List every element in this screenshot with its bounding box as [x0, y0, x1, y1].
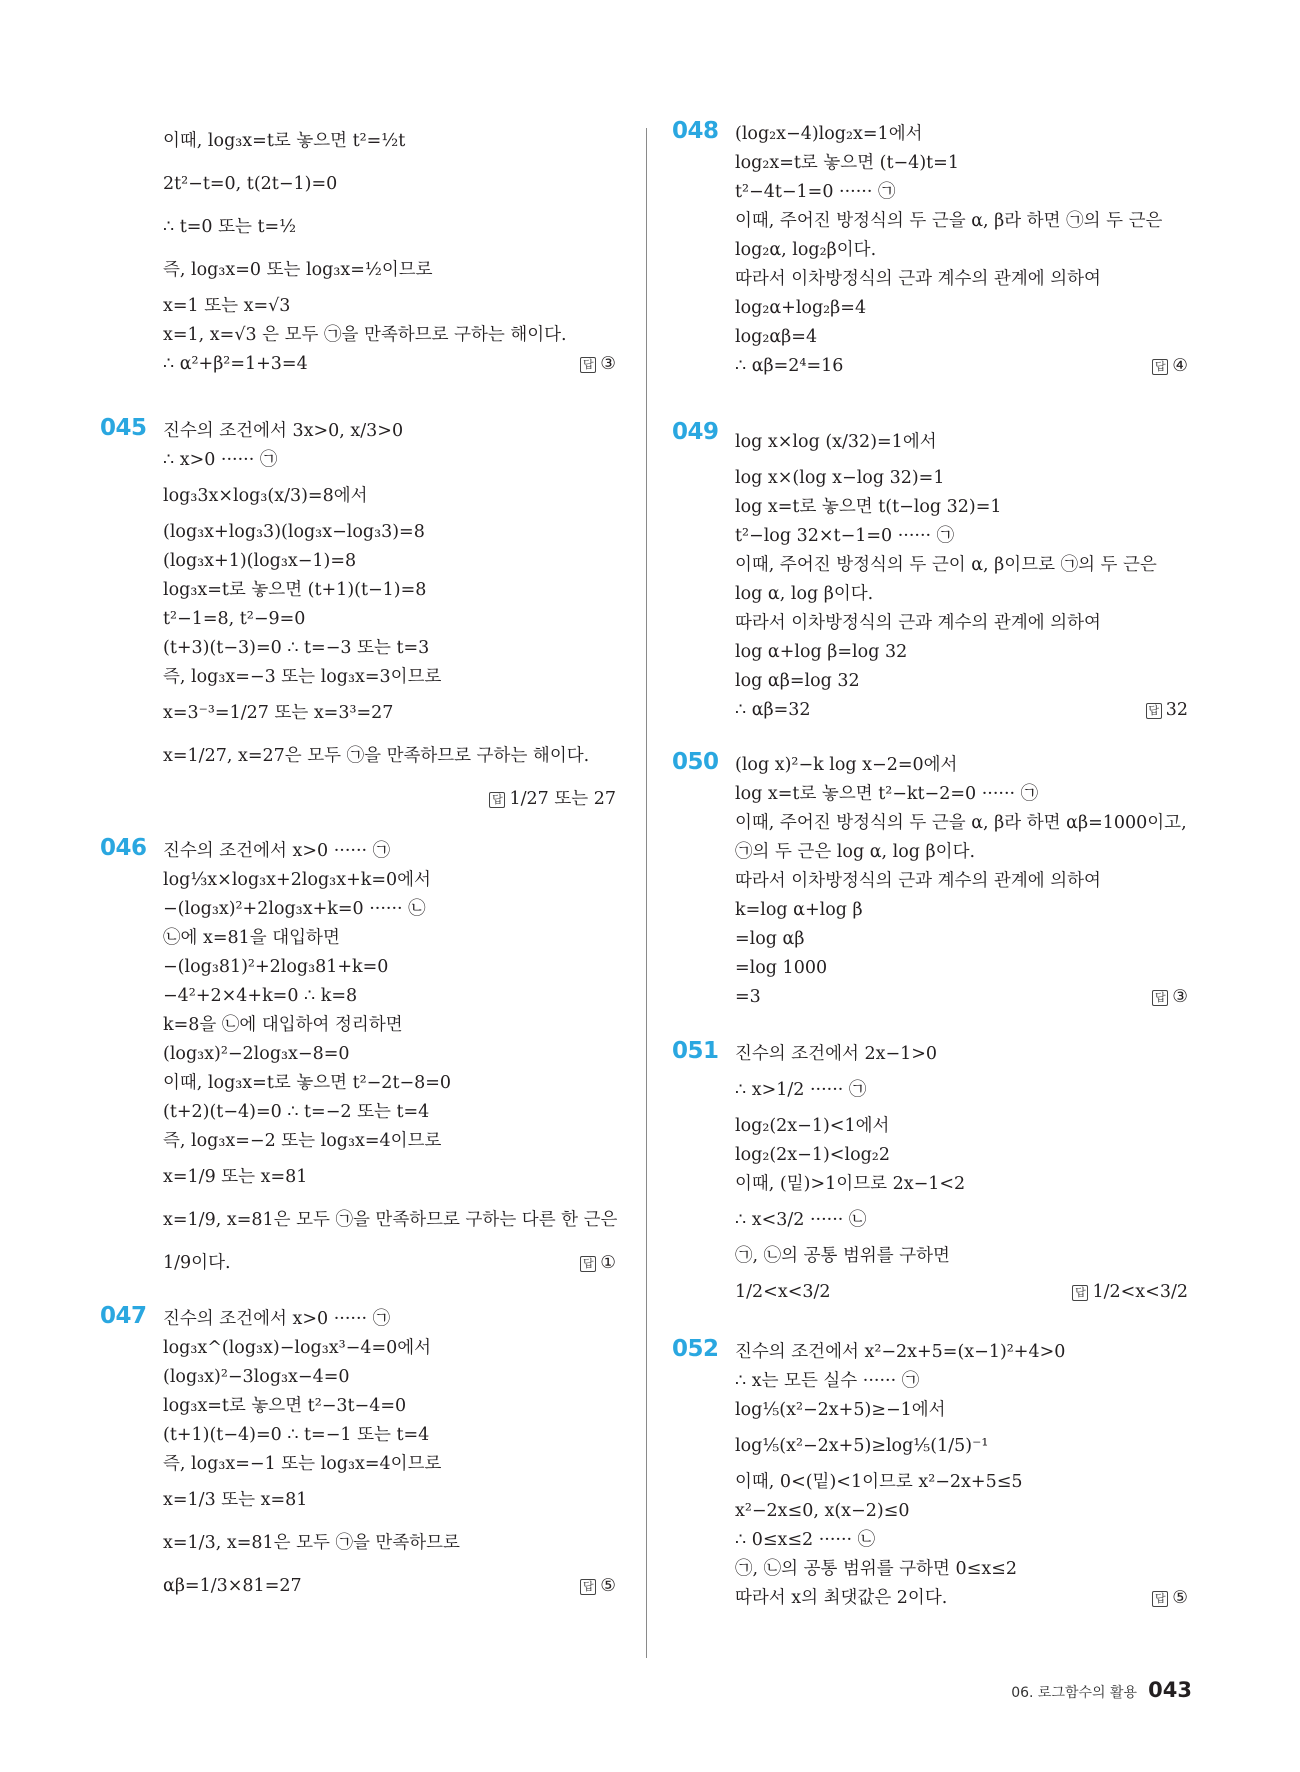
- solution-line: log αβ=log 32: [735, 671, 860, 691]
- solution-line: =log αβ: [735, 929, 805, 949]
- problem-051: [672, 1040, 1192, 1314]
- answer-line: [163, 1242, 620, 1285]
- solution-line: 따라서 x의 최댓값은 2이다.: [735, 1588, 948, 1608]
- solution-line: ∴ αβ=2⁴=16: [735, 356, 844, 376]
- solution-line: x=1/27, x=27은 모두 ㉠을 만족하므로 구하는 해이다.: [163, 746, 590, 766]
- solution-line: 따라서 이차방정식의 근과 계수의 관계에 의하여: [735, 269, 1101, 289]
- problem-048: [672, 120, 1192, 381]
- solution-line: (log₃x+log₃3)(log₃x−log₃3)=8: [163, 522, 425, 542]
- answer-mark: [580, 350, 616, 379]
- solution-line: x=1/9 또는 x=81: [163, 1167, 308, 1187]
- solution-line: ㉠의 두 근은 log α, log β이다.: [735, 842, 976, 862]
- solution-line: ∴ α²+β²=1+3=4: [163, 354, 308, 374]
- solution-line: ∴ x<3/2 ······ ㉡: [735, 1210, 867, 1230]
- solution-line: t²−4t−1=0 ······ ㉠: [735, 182, 896, 202]
- answer-line: [163, 778, 620, 821]
- solution-line: ∴ 0≤x≤2 ······ ㉡: [735, 1530, 876, 1550]
- answer-icon: 답: [1146, 703, 1162, 719]
- solution-line: 즉, log₃x=−3 또는 log₃x=3이므로: [163, 667, 442, 687]
- problem-number: 052: [672, 1336, 719, 1362]
- solution-line: 이때, 주어진 방정식의 두 근을 α, β라 하면 ㉠의 두 근은: [735, 211, 1163, 231]
- solution-line: 따라서 이차방정식의 근과 계수의 관계에 의하여: [735, 871, 1101, 891]
- answer-value: ③: [600, 354, 616, 374]
- solution-line: (t+3)(t−3)=0 ∴ t=−3 또는 t=3: [163, 638, 430, 658]
- problem-049: [672, 421, 1192, 725]
- solution-line: 이때, log₃x=t로 놓으면 t²−2t−8=0: [163, 1073, 452, 1093]
- solution-line: log α+log β=log 32: [735, 642, 908, 662]
- problem-046: [100, 837, 620, 1285]
- problem-050: [672, 751, 1192, 1012]
- solution-line: (log₃x)²−2log₃x−8=0: [163, 1044, 350, 1064]
- solution-line: log x×(log x−log 32)=1: [735, 468, 945, 488]
- solution-line: x²−2x≤0, x(x−2)≤0: [735, 1501, 910, 1521]
- solution-line: (t+1)(t−4)=0 ∴ t=−1 또는 t=4: [163, 1425, 430, 1445]
- answer-icon: 답: [1152, 990, 1168, 1006]
- solution-line: αβ=1/3×81=27: [163, 1576, 302, 1596]
- answer-line: [735, 1584, 1192, 1613]
- solution-line: log₃x=t로 놓으면 (t+1)(t−1)=8: [163, 580, 427, 600]
- solution-line: −(log₃x)²+2log₃x+k=0 ······ ㉡: [163, 899, 426, 919]
- solution-line: x=3⁻³=1/27 또는 x=3³=27: [163, 703, 394, 723]
- solution-line: k=log α+log β: [735, 900, 863, 920]
- answer-icon: 답: [1152, 359, 1168, 375]
- answer-line: [163, 350, 620, 379]
- solution-line: 이때, 0<(밑)<1이므로 x²−2x+5≤5: [735, 1472, 1023, 1492]
- answer-mark: [1152, 983, 1188, 1012]
- answer-icon: 답: [580, 357, 596, 373]
- solution-line: x=1/3, x=81은 모두 ㉠을 만족하므로: [163, 1533, 460, 1553]
- solution-line: ∴ x는 모든 실수 ······ ㉠: [735, 1371, 920, 1391]
- answer-line: [735, 352, 1192, 381]
- solution-line: 2t²−t=0, t(2t−1)=0: [163, 174, 338, 194]
- solution-line: log⅕(x²−2x+5)≥−1에서: [735, 1400, 946, 1420]
- solution-line: (log₃x+1)(log₃x−1)=8: [163, 551, 357, 571]
- solution-line: t²−log 32×t−1=0 ······ ㉠: [735, 526, 955, 546]
- solution-line: log₂α, log₂β이다.: [735, 240, 877, 260]
- answer-line: [735, 696, 1192, 725]
- solution-line: −4²+2×4+k=0 ∴ k=8: [163, 986, 358, 1006]
- solution-line: 즉, log₃x=−2 또는 log₃x=4이므로: [163, 1131, 442, 1151]
- solution-line: x=1 또는 x=√3: [163, 296, 291, 316]
- problem-045: [100, 417, 620, 821]
- solution-line: x=1/3 또는 x=81: [163, 1490, 308, 1510]
- answer-icon: 답: [1152, 1591, 1168, 1607]
- solution-line: x=1/9, x=81은 모두 ㉠을 만족하므로 구하는 다른 한 근은: [163, 1210, 618, 1230]
- solution-line: 진수의 조건에서 2x−1>0: [735, 1044, 938, 1064]
- solution-line: (log₃x)²−3log₃x−4=0: [163, 1367, 350, 1387]
- problem-number: 050: [672, 749, 719, 775]
- solution-line: =log 1000: [735, 958, 828, 978]
- solution-line: 즉, log₃x=0 또는 log₃x=½이므로: [163, 260, 433, 280]
- answer-mark: [1146, 696, 1188, 725]
- solution-line: 진수의 조건에서 x>0 ······ ㉠: [163, 1309, 391, 1329]
- answer-value: 1/2<x<3/2: [1092, 1282, 1188, 1302]
- right-column: [672, 120, 1192, 1613]
- solution-line: 진수의 조건에서 3x>0, x/3>0: [163, 421, 404, 441]
- solution-line: log α, log β이다.: [735, 584, 874, 604]
- answer-mark: [580, 1242, 616, 1285]
- solution-line: log₂(2x−1)<log₂2: [735, 1145, 890, 1165]
- chapter-title: 06. 로그함수의 활용: [1011, 1685, 1138, 1701]
- answer-icon: 답: [580, 1579, 596, 1595]
- page-number: 043: [1148, 1678, 1192, 1702]
- answer-icon: 답: [580, 1256, 596, 1272]
- solution-line: log⅕(x²−2x+5)≥log⅕(1/5)⁻¹: [735, 1436, 989, 1456]
- problem-044-continued: [100, 120, 620, 379]
- solution-line: ㉡에 x=81을 대입하면: [163, 928, 340, 948]
- answer-value: ③: [1172, 987, 1188, 1007]
- solution-line: 1/9이다.: [163, 1253, 231, 1273]
- problem-number: 048: [672, 118, 719, 144]
- answer-line: [735, 1271, 1192, 1314]
- solution-line: −(log₃81)²+2log₃81+k=0: [163, 957, 389, 977]
- solution-line: 이때, (밑)>1이므로 2x−1<2: [735, 1174, 966, 1194]
- solution-line: =3: [735, 987, 761, 1007]
- problem-number: 047: [100, 1303, 147, 1329]
- solution-line: 진수의 조건에서 x²−2x+5=(x−1)²+4>0: [735, 1342, 1066, 1362]
- answer-value: ④: [1172, 356, 1188, 376]
- solution-line: log₂(2x−1)<1에서: [735, 1116, 890, 1136]
- solution-line: log₂x=t로 놓으면 (t−4)t=1: [735, 153, 959, 173]
- solution-line: log x×log (x/32)=1에서: [735, 432, 937, 452]
- solution-line: 이때, 주어진 방정식의 두 근을 α, β라 하면 αβ=1000이고,: [735, 813, 1187, 833]
- answer-mark: [1072, 1271, 1188, 1314]
- solution-line: log₃x=t로 놓으면 t²−3t−4=0: [163, 1396, 407, 1416]
- solution-line: ∴ t=0 또는 t=½: [163, 217, 297, 237]
- solution-line: (log₂x−4)log₂x=1에서: [735, 124, 923, 144]
- solution-line: log x=t로 놓으면 t(t−log 32)=1: [735, 497, 1002, 517]
- solution-line: 즉, log₃x=−1 또는 log₃x=4이므로: [163, 1454, 442, 1474]
- solution-line: ∴ x>0 ······ ㉠: [163, 450, 278, 470]
- answer-value: ⑤: [1172, 1588, 1188, 1608]
- problem-number: 051: [672, 1038, 719, 1064]
- solution-line: (t+2)(t−4)=0 ∴ t=−2 또는 t=4: [163, 1102, 430, 1122]
- solution-line: log₃3x×log₃(x/3)=8에서: [163, 486, 368, 506]
- answer-value: ①: [600, 1253, 616, 1273]
- solution-line: x=1, x=√3 은 모두 ㉠을 만족하므로 구하는 해이다.: [163, 325, 567, 345]
- solution-line: k=8을 ㉡에 대입하여 정리하면: [163, 1015, 403, 1035]
- problem-047: [100, 1305, 620, 1608]
- solution-line: 1/2<x<3/2: [735, 1282, 831, 1302]
- solution-line: 진수의 조건에서 x>0 ······ ㉠: [163, 841, 391, 861]
- answer-value: 1/27 또는 27: [509, 789, 616, 809]
- solution-line: 이때, 주어진 방정식의 두 근이 α, β이므로 ㉠의 두 근은: [735, 555, 1157, 575]
- answer-icon: 답: [489, 792, 505, 808]
- solution-line: 이때, log₃x=t로 놓으면 t²=½t: [163, 131, 406, 151]
- solution-line: ㉠, ㉡의 공통 범위를 구하면 0≤x≤2: [735, 1559, 1017, 1579]
- solution-line: 따라서 이차방정식의 근과 계수의 관계에 의하여: [735, 613, 1101, 633]
- answer-mark: [1152, 1584, 1188, 1613]
- solution-line: ㉠, ㉡의 공통 범위를 구하면: [735, 1246, 950, 1266]
- solution-line: log₂αβ=4: [735, 327, 818, 347]
- problem-number: 046: [100, 835, 147, 861]
- solution-line: log x=t로 놓으면 t²−kt−2=0 ······ ㉠: [735, 784, 1039, 804]
- solution-line: log₂α+log₂β=4: [735, 298, 867, 318]
- solution-line: log₃x^(log₃x)−log₃x³−4=0에서: [163, 1338, 432, 1358]
- answer-line: [163, 1565, 620, 1608]
- solution-line: (log x)²−k log x−2=0에서: [735, 755, 958, 775]
- answer-line: [735, 983, 1192, 1012]
- solution-line: ∴ αβ=32: [735, 700, 811, 720]
- column-divider: [646, 128, 647, 1658]
- problem-052: [672, 1338, 1192, 1613]
- answer-value: ⑤: [600, 1576, 616, 1596]
- page-footer: [1011, 1678, 1192, 1702]
- solution-line: log⅓x×log₃x+2log₃x+k=0에서: [163, 870, 431, 890]
- answer-value: 32: [1165, 700, 1188, 720]
- solution-line: t²−1=8, t²−9=0: [163, 609, 306, 629]
- problem-number: 049: [672, 419, 719, 445]
- left-column: [100, 120, 620, 1608]
- answer-icon: 답: [1072, 1285, 1088, 1301]
- problem-number: 045: [100, 415, 147, 441]
- answer-mark: [489, 778, 616, 821]
- answer-mark: [580, 1565, 616, 1608]
- solution-line: ∴ x>1/2 ······ ㉠: [735, 1080, 867, 1100]
- answer-mark: [1152, 352, 1188, 381]
